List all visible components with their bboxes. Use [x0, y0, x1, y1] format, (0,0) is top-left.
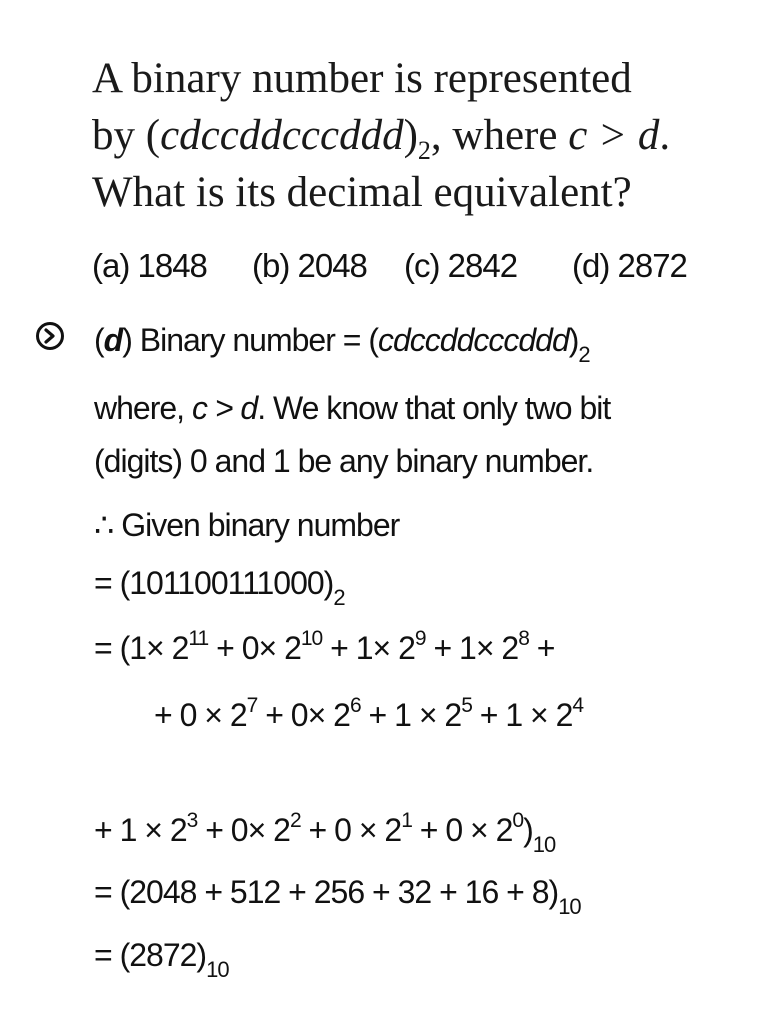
solution-text: = (101100111000) [94, 565, 334, 601]
exponent: 3 [186, 809, 198, 832]
expansion-line-3 [94, 809, 556, 857]
option-a: (a) 1848 [92, 247, 207, 284]
exponent: 4 [572, 694, 584, 717]
option-b: (b) 2048 [252, 247, 367, 284]
term: + 0 × 2 [300, 812, 402, 848]
option-c: (c) 2842 [404, 247, 518, 284]
base-subscript: 10 [558, 894, 581, 919]
exponent: 7 [246, 694, 258, 717]
option-d: (d) 2872 [572, 247, 687, 284]
base-subscript: 10 [206, 957, 229, 982]
solution-digits-line: (digits) 0 and 1 be any binary number. [94, 443, 594, 479]
equation-sum [94, 874, 581, 919]
binary-pattern: cdccddcccddd [160, 112, 404, 159]
exponent: 0 [512, 809, 524, 832]
base-subscript: 2 [578, 342, 590, 367]
question-text: . [659, 112, 671, 159]
exponent: 5 [461, 694, 472, 717]
term: + 1 × 2 [360, 697, 462, 733]
question-line-3: What is its decimal equivalent? [92, 169, 632, 216]
solution-text: ( [94, 322, 104, 358]
question-text: by ( [92, 112, 161, 159]
solution-text: where, [94, 390, 192, 426]
exponent: 8 [518, 627, 529, 650]
question-line-2 [92, 107, 752, 164]
solution-text: ) [122, 322, 132, 358]
solution-text: = (2048 + 512 + 256 + 32 + 16 + 8) [94, 874, 559, 910]
binary-pattern: cdccddcccddd [377, 322, 569, 358]
term: + 0× 2 [257, 697, 350, 733]
solution-text: = (2872) [94, 937, 207, 973]
base-subscript: 2 [333, 585, 345, 610]
solution-text: . We know that only two bit [257, 390, 611, 426]
expansion-line-1 [94, 627, 555, 667]
solution-text: Binary number = ( [131, 322, 378, 358]
exponent: 11 [188, 627, 209, 650]
equation-binary [94, 565, 345, 610]
question [92, 50, 752, 221]
term: + 0 × 2 [411, 812, 513, 848]
answer-letter: d [103, 322, 123, 358]
term: + 1× 2 [425, 630, 519, 666]
solution-text: ) [568, 322, 579, 358]
term: + 0 × 2 [154, 697, 247, 733]
exponent: 1 [401, 809, 412, 832]
question-text: , where [430, 112, 569, 159]
base-subscript: 10 [532, 832, 556, 857]
exponent: 6 [349, 694, 361, 717]
equation-result [94, 937, 229, 982]
expansion-line-2 [154, 694, 584, 734]
question-line-1: A binary number is represented [92, 55, 632, 102]
circled-chevron-right-icon [36, 322, 64, 350]
exponent: 10 [300, 627, 323, 650]
term: ) [523, 812, 533, 848]
base-subscript: 2 [417, 136, 431, 165]
term: = (1× 2 [94, 630, 189, 666]
solution-where-line [94, 390, 610, 427]
term: + 0× 2 [197, 812, 290, 848]
condition: c > d [191, 390, 258, 426]
condition: c > d [568, 112, 660, 159]
term: + 1 × 2 [94, 812, 187, 848]
term: + 0× 2 [208, 630, 301, 666]
question-text: ) [403, 112, 418, 159]
solution-given-line: ∴ Given binary number [94, 507, 400, 543]
exponent: 9 [414, 627, 426, 650]
solution-answer-line [94, 322, 590, 367]
exponent: 2 [289, 809, 301, 832]
term: + 1× 2 [322, 630, 415, 666]
term: + [528, 630, 555, 666]
term: + 1 × 2 [471, 697, 573, 733]
